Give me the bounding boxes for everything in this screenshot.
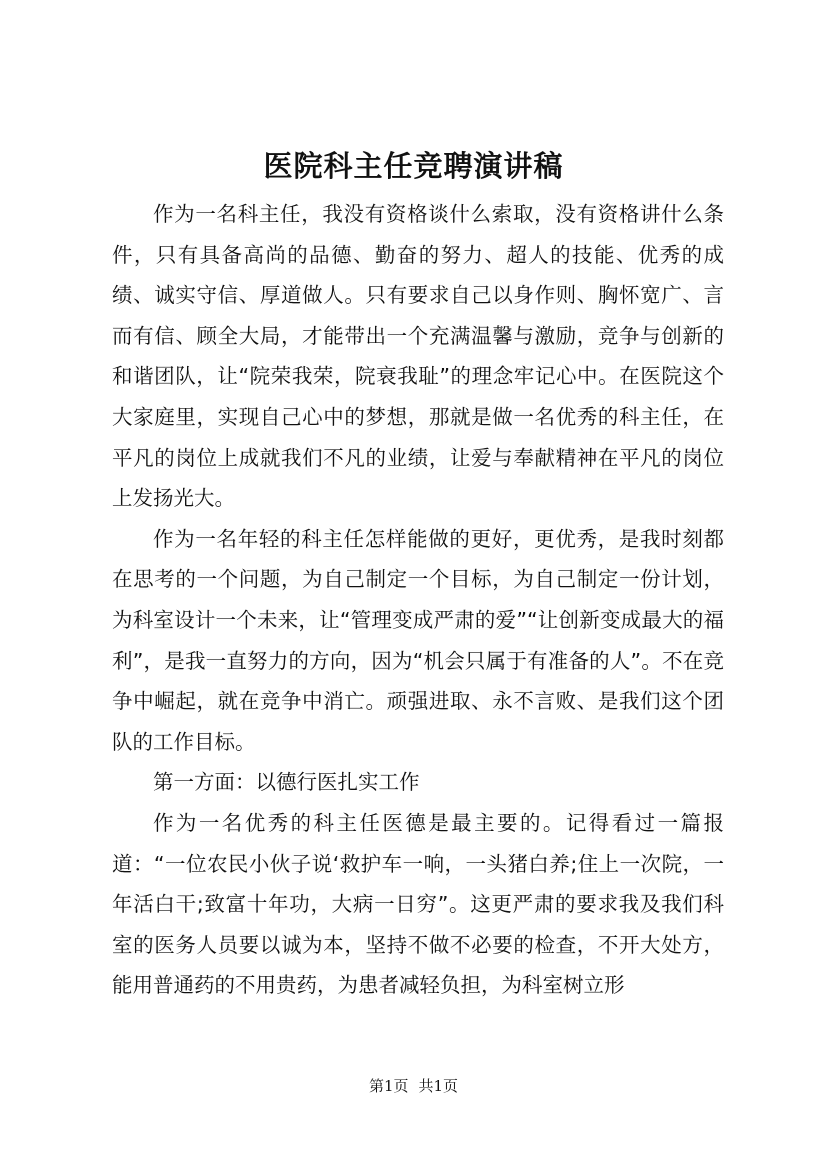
document-title: 医院科主任竞聘演讲稿 — [263, 149, 564, 183]
page-total: 共1页 — [418, 1077, 459, 1095]
paragraph-3: 作为一名优秀的科主任医德是最主要的。记得看过一篇报道：“一位农民小伙子说‘救护车一响，一头猪白养;住上一次院，一年活白干;致富十年功，大病一日穷”。这更严肃的要求我及我们科室的医务人员要以诚为本，坚持不做不必要的检查，不开大处方，能用普通药的不用贵药，为患者减轻负担，为科室树立形 — [112, 810, 724, 998]
page-footer — [0, 1076, 827, 1096]
section-heading: 第一方面：以德行医扎实工作 — [153, 770, 420, 795]
document-body — [112, 194, 724, 1006]
page-number: 第1页 — [368, 1077, 409, 1095]
paragraph-1: 作为一名科主任，我没有资格谈什么索取，没有资格讲什么条件，只有具备高尚的品德、勤奋的努力、超人的技能、优秀的成绩、诚实守信、厚道做人。只有要求自己以身作则、胸怀宽广、言而有信、顾全大局，才能带出一个充满温馨与激励，竞争与创新的和谐团队，让“院荣我荣，院衰我耻”的理念牢记心中。在医院这个大家庭里，实现自己心中的梦想，那就是做一名优秀的科主任，在平凡的岗位上成就我们不凡的业绩，让爱与奉献精神在平凡的岗位上发扬光大。 — [112, 202, 724, 511]
paragraph-2: 作为一名年轻的科主任怎样能做的更好，更优秀，是我时刻都在思考的一个问题，为自己制定一个目标，为自己制定一份计划，为科室设计一个未来，让“管理变成严肃的爱”“让创新变成最大的福利”，是我一直努力的方向，因为“机会只属于有准备的人”。不在竞争中崛起，就在竞争中消亡。顽强进取、永不言败、是我们这个团队的工作目标。 — [112, 526, 724, 754]
